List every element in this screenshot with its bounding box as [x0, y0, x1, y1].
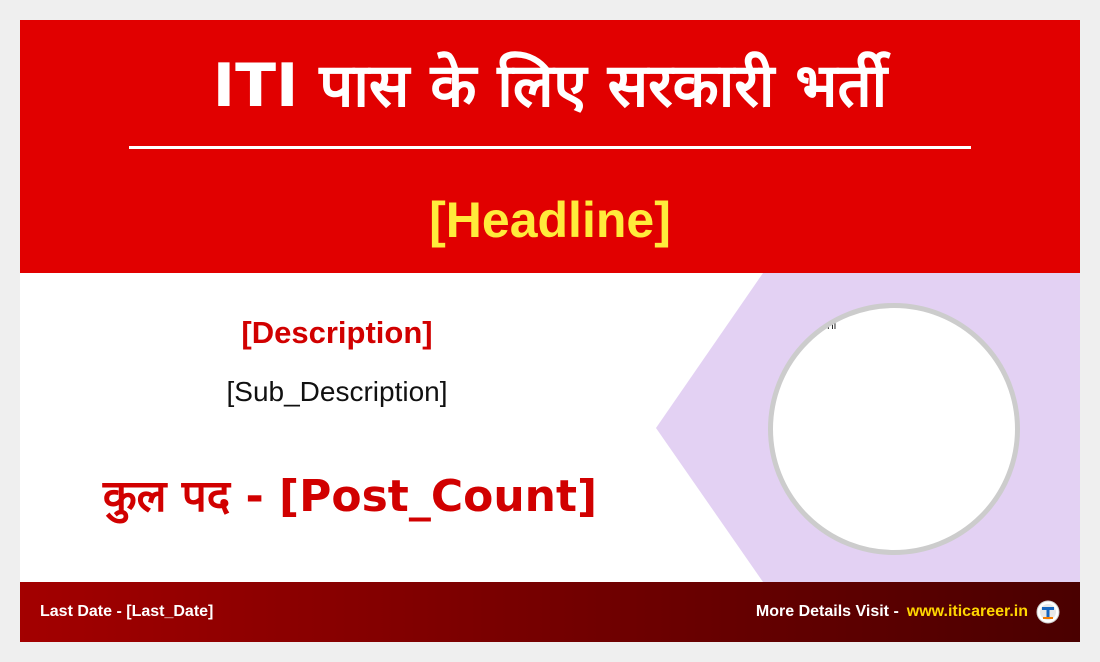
iticareer-logo-icon	[1036, 600, 1060, 624]
description: [Description]	[241, 315, 433, 350]
recruitment-card	[20, 20, 1080, 642]
more-details	[756, 598, 1060, 626]
photo-placeholder	[768, 303, 1020, 555]
footer-bar	[20, 582, 1080, 642]
sub-description: [Sub_Description]	[226, 376, 448, 407]
more-details-label: More Details Visit -	[755, 603, 899, 620]
headline: [Headline]	[429, 192, 671, 248]
post-count: कुल पद - [Post_Count]	[102, 471, 598, 522]
page-title: ITI पास के लिए सरकारी भर्ती	[212, 51, 888, 121]
photo-alt-text: Til	[825, 320, 837, 332]
last-date: Last Date - [Last_Date]	[40, 603, 214, 620]
site-link[interactable]: www.iticareer.in	[906, 603, 1028, 620]
